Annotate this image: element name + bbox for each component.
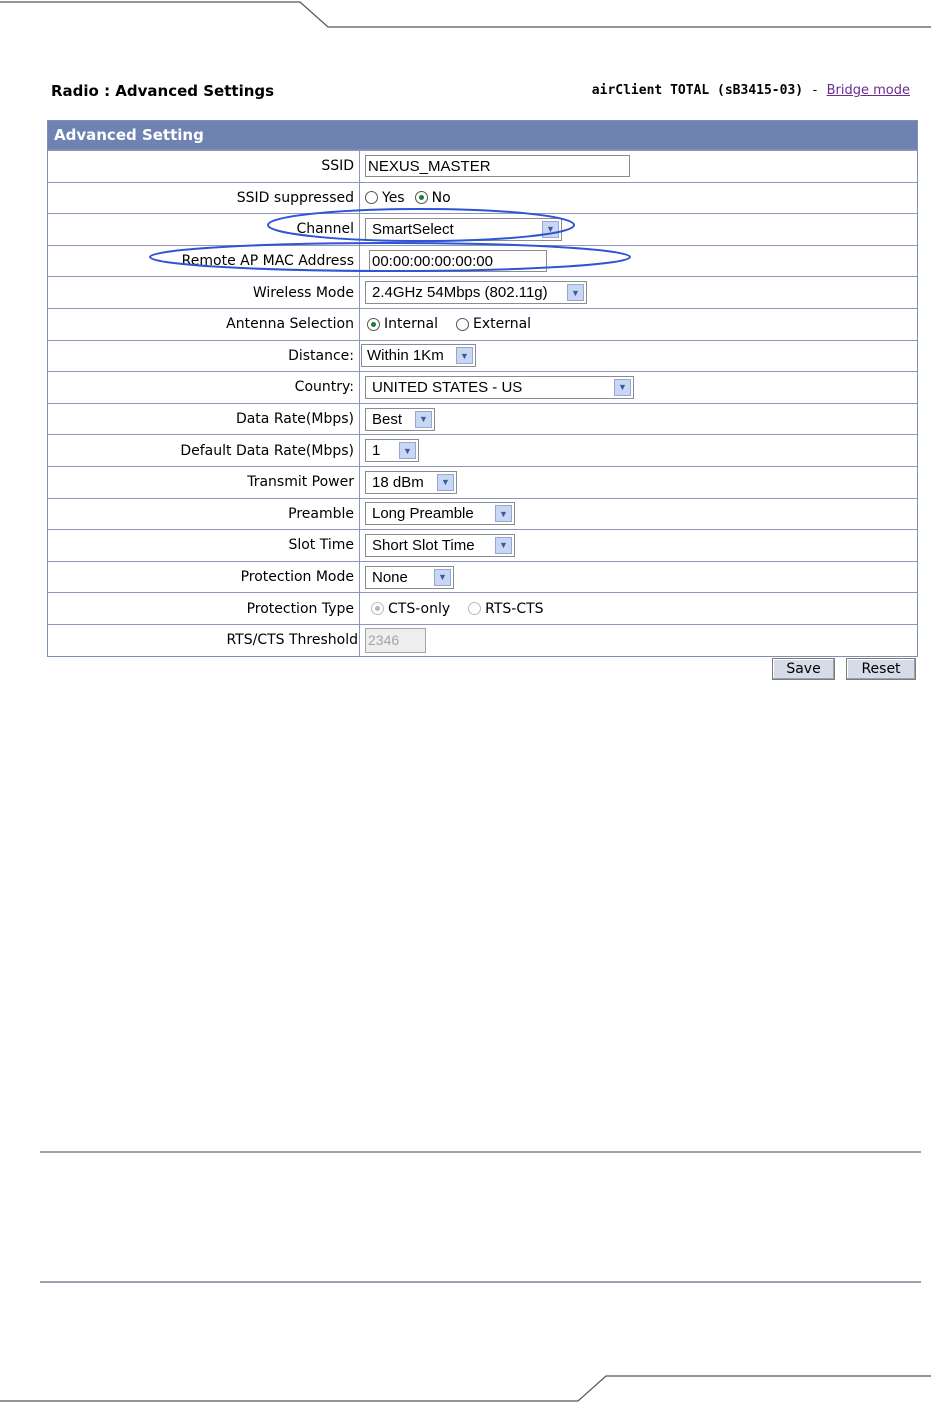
row-ssid-suppressed xyxy=(48,182,917,214)
row-data-rate xyxy=(48,403,917,435)
radio-checked-icon xyxy=(371,602,384,615)
page-title: Radio : Advanced Settings xyxy=(51,82,275,100)
row-rts-cts-threshold xyxy=(48,624,917,656)
distance-select[interactable] xyxy=(361,344,476,367)
antenna-external-radio[interactable] xyxy=(456,316,531,332)
row-distance xyxy=(48,340,917,372)
radio-checked-icon xyxy=(415,191,428,204)
default-data-rate-value: 1 xyxy=(372,442,381,460)
distance-label: Distance: xyxy=(48,341,360,372)
ssid-suppressed-no-radio[interactable] xyxy=(415,190,451,206)
protection-mode-select[interactable] xyxy=(365,566,454,589)
row-channel xyxy=(48,213,917,245)
save-button[interactable]: Save xyxy=(772,658,835,680)
default-data-rate-label: Default Data Rate(Mbps) xyxy=(48,435,360,466)
protection-mode-value: None xyxy=(372,568,408,586)
chevron-down-icon[interactable]: ▼ xyxy=(495,505,512,522)
row-protection-mode xyxy=(48,561,917,593)
default-data-rate-select[interactable] xyxy=(365,439,419,462)
row-preamble xyxy=(48,498,917,530)
advanced-setting-panel xyxy=(47,120,918,657)
protection-type-label: Protection Type xyxy=(48,593,360,624)
preamble-label: Preamble xyxy=(48,499,360,530)
row-antenna-selection xyxy=(48,308,917,340)
slot-time-label: Slot Time xyxy=(48,530,360,561)
row-default-data-rate xyxy=(48,434,917,466)
footer-divider-top xyxy=(40,1151,921,1153)
device-info xyxy=(592,83,910,98)
protection-cts-only-radio[interactable] xyxy=(371,601,450,617)
radio-label-yes: Yes xyxy=(382,189,405,206)
country-select[interactable] xyxy=(365,376,634,399)
row-country xyxy=(48,371,917,403)
chevron-down-icon[interactable]: ▼ xyxy=(495,537,512,554)
slot-time-value: Short Slot Time xyxy=(372,536,475,554)
chevron-down-icon[interactable]: ▼ xyxy=(614,379,631,396)
channel-select[interactable] xyxy=(365,218,562,241)
radio-checked-icon xyxy=(367,318,380,331)
protection-mode-label: Protection Mode xyxy=(48,562,360,593)
row-slot-time xyxy=(48,529,917,561)
device-separator: - xyxy=(803,83,827,98)
wireless-mode-label: Wireless Mode xyxy=(48,277,360,308)
antenna-selection-label: Antenna Selection xyxy=(48,309,360,340)
radio-label-no: No xyxy=(431,189,451,206)
row-transmit-power xyxy=(48,466,917,498)
country-value: UNITED STATES - US xyxy=(372,378,523,396)
channel-label: Channel xyxy=(48,214,360,245)
row-wireless-mode xyxy=(48,276,917,308)
chevron-down-icon[interactable]: ▼ xyxy=(456,347,473,364)
remote-ap-mac-input[interactable]: 00:00:00:00:00:00 xyxy=(369,250,547,272)
row-ssid xyxy=(48,150,917,182)
rts-cts-threshold-input[interactable]: 2346 xyxy=(365,628,426,653)
ssid-input[interactable]: NEXUS_MASTER xyxy=(365,155,630,177)
row-protection-type xyxy=(48,592,917,624)
preamble-select[interactable] xyxy=(365,502,515,525)
data-rate-label: Data Rate(Mbps) xyxy=(48,404,360,435)
antenna-internal-radio[interactable] xyxy=(367,316,438,332)
chevron-down-icon[interactable]: ▼ xyxy=(434,569,451,586)
bridge-mode-link[interactable]: Bridge mode xyxy=(826,83,910,98)
radio-label-rts-cts: RTS-CTS xyxy=(485,600,544,617)
country-label: Country: xyxy=(48,372,360,403)
chevron-down-icon[interactable]: ▼ xyxy=(399,442,416,459)
ssid-suppressed-label: SSID suppressed xyxy=(48,183,360,214)
distance-value: Within 1Km xyxy=(367,347,444,365)
ssid-suppressed-yes-radio[interactable] xyxy=(365,190,405,206)
panel-title: Advanced Setting xyxy=(48,121,917,150)
data-rate-value: Best xyxy=(372,410,403,428)
radio-unchecked-icon xyxy=(456,318,469,331)
channel-value: SmartSelect xyxy=(372,220,454,238)
ssid-label: SSID xyxy=(48,151,360,182)
transmit-power-label: Transmit Power xyxy=(48,467,360,498)
reset-button[interactable]: Reset xyxy=(846,658,916,680)
row-remote-ap-mac xyxy=(48,245,917,277)
wireless-mode-select[interactable] xyxy=(365,281,587,304)
protection-rts-cts-radio[interactable] xyxy=(468,601,543,617)
footer-divider-bottom xyxy=(40,1281,921,1283)
radio-label-external: External xyxy=(472,316,532,333)
device-name: airClient TOTAL (sB3415-03) xyxy=(591,83,804,98)
form-buttons xyxy=(772,658,916,680)
chevron-down-icon[interactable]: ▼ xyxy=(567,284,584,301)
data-rate-select[interactable] xyxy=(365,408,435,431)
chevron-down-icon[interactable]: ▼ xyxy=(542,221,559,238)
preamble-value: Long Preamble xyxy=(372,505,474,523)
transmit-power-value: 18 dBm xyxy=(372,473,424,491)
radio-unchecked-icon xyxy=(365,191,378,204)
rts-cts-threshold-label: RTS/CTS Threshold xyxy=(48,625,360,656)
chevron-down-icon[interactable]: ▼ xyxy=(437,474,454,491)
radio-label-cts-only: CTS-only xyxy=(388,600,451,617)
transmit-power-select[interactable] xyxy=(365,471,457,494)
radio-unchecked-icon xyxy=(468,602,481,615)
remote-ap-mac-label: Remote AP MAC Address xyxy=(48,246,360,277)
radio-label-internal: Internal xyxy=(384,316,438,333)
slot-time-select[interactable] xyxy=(365,534,515,557)
chevron-down-icon[interactable]: ▼ xyxy=(415,411,432,428)
wireless-mode-value: 2.4GHz 54Mbps (802.11g) xyxy=(372,284,548,302)
